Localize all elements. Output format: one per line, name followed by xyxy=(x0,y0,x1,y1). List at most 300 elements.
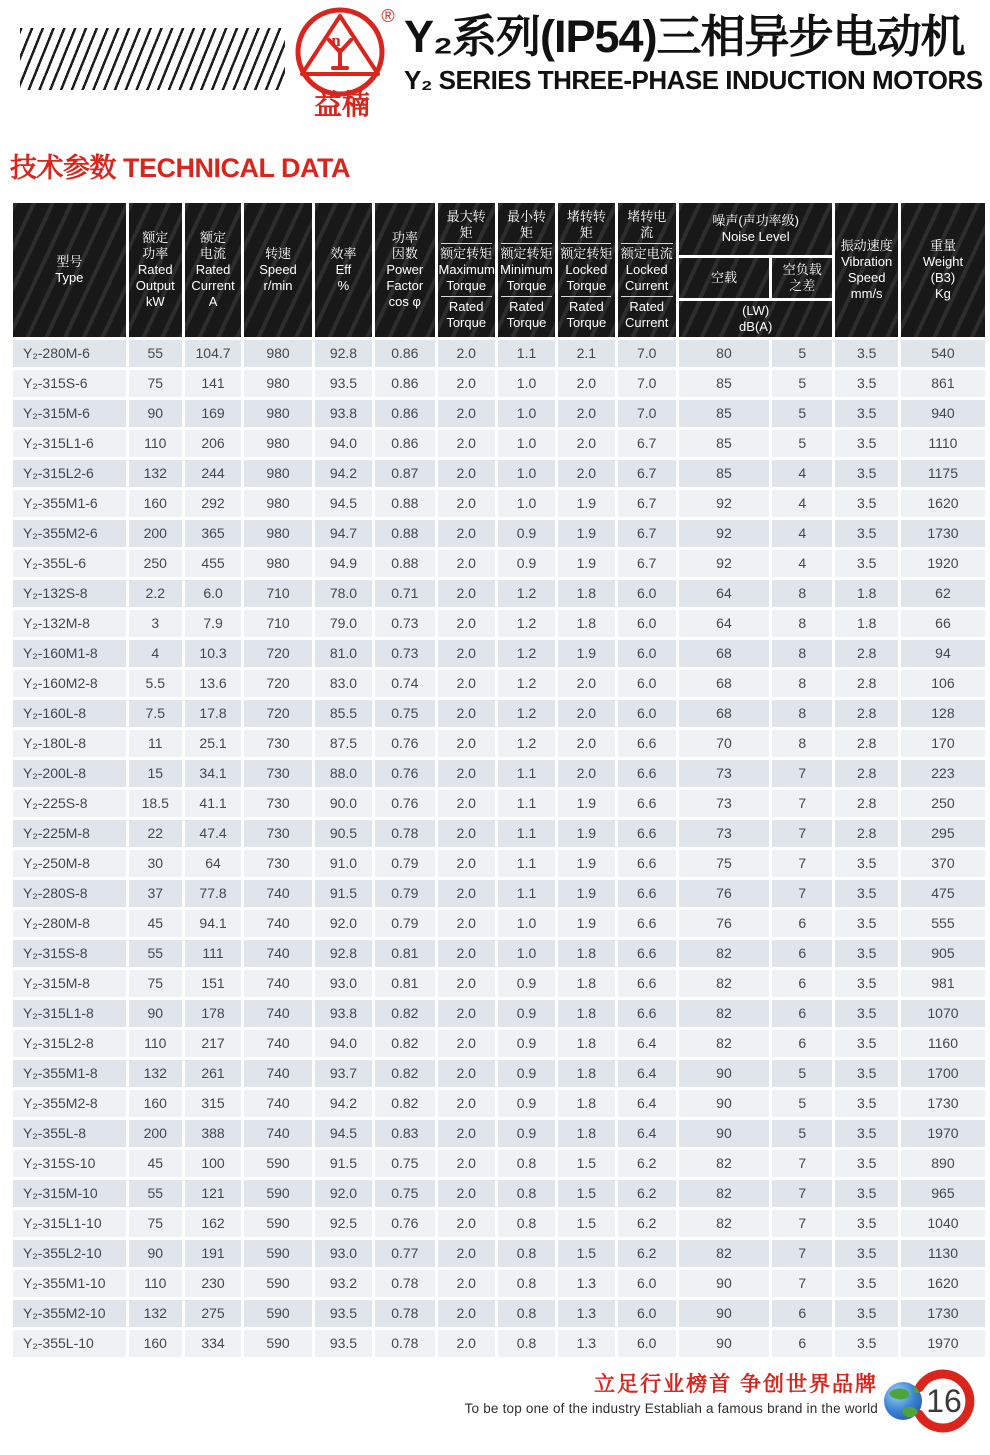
value-cell: 170 xyxy=(901,730,985,757)
value-cell: 66 xyxy=(901,610,985,637)
value-cell: 90 xyxy=(679,1330,769,1357)
value-cell: 0.9 xyxy=(498,520,555,547)
model-type-cell: Y₂-315M-10 xyxy=(13,1180,126,1207)
value-cell: 94.5 xyxy=(315,1120,372,1147)
value-cell: 6 xyxy=(772,1330,832,1357)
value-cell: 1.8 xyxy=(558,610,614,637)
value-cell: 2.0 xyxy=(438,1090,495,1117)
value-cell: 7 xyxy=(772,820,832,847)
model-type-cell: Y₂-355L-8 xyxy=(13,1120,126,1147)
model-type-cell: Y₂-355M1-6 xyxy=(13,490,126,517)
value-cell: 2.0 xyxy=(438,1300,495,1327)
value-cell: 0.88 xyxy=(375,520,434,547)
value-cell: 15 xyxy=(129,760,182,787)
value-cell: 2.0 xyxy=(438,340,495,367)
value-cell: 82 xyxy=(679,970,769,997)
value-cell: 980 xyxy=(244,460,312,487)
value-cell: 94 xyxy=(901,640,985,667)
table-row xyxy=(13,760,985,787)
model-type-cell: Y₂-280M-6 xyxy=(13,340,126,367)
value-cell: 1.8 xyxy=(558,580,614,607)
value-cell: 4 xyxy=(772,520,832,547)
value-cell: 100 xyxy=(185,1150,241,1177)
value-cell: 0.9 xyxy=(498,1120,555,1147)
model-type-cell: Y₂-280S-8 xyxy=(13,880,126,907)
table-header xyxy=(13,203,985,337)
table-row xyxy=(13,490,985,517)
value-cell: 41.1 xyxy=(185,790,241,817)
model-type-cell: Y₂-355M2-8 xyxy=(13,1090,126,1117)
value-cell: 3.5 xyxy=(835,940,897,967)
value-cell: 3.5 xyxy=(835,850,897,877)
value-cell: 94.0 xyxy=(315,1030,372,1057)
value-cell: 1.3 xyxy=(558,1300,614,1327)
value-cell: 0.73 xyxy=(375,610,434,637)
value-cell: 7.0 xyxy=(618,370,676,397)
value-cell: 6 xyxy=(772,910,832,937)
value-cell: 2.0 xyxy=(438,370,495,397)
value-cell: 68 xyxy=(679,670,769,697)
value-cell: 93.8 xyxy=(315,1000,372,1027)
value-cell: 178 xyxy=(185,1000,241,1027)
value-cell: 1.0 xyxy=(498,490,555,517)
page-header xyxy=(404,12,984,96)
value-cell: 1.9 xyxy=(558,850,614,877)
footer-slogan-en: To be top one of the industry Establiah a famous brand in the world xyxy=(464,1401,878,1416)
value-cell: 3.5 xyxy=(835,400,897,427)
value-cell: 980 xyxy=(244,490,312,517)
value-cell: 710 xyxy=(244,610,312,637)
value-cell: 455 xyxy=(185,550,241,577)
value-cell: 6.6 xyxy=(618,910,676,937)
table-row xyxy=(13,1000,985,1027)
value-cell: 275 xyxy=(185,1300,241,1327)
value-cell: 740 xyxy=(244,880,312,907)
value-cell: 94.1 xyxy=(185,910,241,937)
value-cell: 1.5 xyxy=(558,1180,614,1207)
value-cell: 191 xyxy=(185,1240,241,1267)
value-cell: 82 xyxy=(679,1150,769,1177)
value-cell: 90 xyxy=(679,1120,769,1147)
value-cell: 2.8 xyxy=(835,670,897,697)
footer xyxy=(465,1368,878,1416)
value-cell: 1620 xyxy=(901,490,985,517)
col-header-power-factor: 功率 因数 Power Factor cos φ xyxy=(375,203,434,337)
model-type-cell: Y₂-315S-8 xyxy=(13,940,126,967)
value-cell: 1.3 xyxy=(558,1270,614,1297)
value-cell: 261 xyxy=(185,1060,241,1087)
value-cell: 217 xyxy=(185,1030,241,1057)
value-cell: 6.4 xyxy=(618,1090,676,1117)
value-cell: 1.0 xyxy=(498,430,555,457)
value-cell: 1.0 xyxy=(498,910,555,937)
value-cell: 1.0 xyxy=(498,460,555,487)
value-cell: 93.0 xyxy=(315,970,372,997)
value-cell: 292 xyxy=(185,490,241,517)
value-cell: 82 xyxy=(679,1180,769,1207)
model-type-cell: Y₂-180L-8 xyxy=(13,730,126,757)
value-cell: 720 xyxy=(244,700,312,727)
value-cell: 730 xyxy=(244,730,312,757)
value-cell: 3.5 xyxy=(835,1330,897,1357)
model-type-cell: Y₂-315L1-10 xyxy=(13,1210,126,1237)
value-cell: 3.5 xyxy=(835,1240,897,1267)
value-cell: 720 xyxy=(244,670,312,697)
model-type-cell: Y₂-355L-6 xyxy=(13,550,126,577)
value-cell: 250 xyxy=(129,550,182,577)
value-cell: 81.0 xyxy=(315,640,372,667)
value-cell: 3.5 xyxy=(835,1270,897,1297)
model-type-cell: Y₂-160M1-8 xyxy=(13,640,126,667)
value-cell: 1.8 xyxy=(835,610,897,637)
value-cell: 11 xyxy=(129,730,182,757)
value-cell: 1.0 xyxy=(498,370,555,397)
value-cell: 0.9 xyxy=(498,550,555,577)
value-cell: 244 xyxy=(185,460,241,487)
value-cell: 3.5 xyxy=(835,1210,897,1237)
value-cell: 2.0 xyxy=(558,730,614,757)
value-cell: 3.5 xyxy=(835,1060,897,1087)
model-type-cell: Y₂-160L-8 xyxy=(13,700,126,727)
value-cell: 206 xyxy=(185,430,241,457)
value-cell: 3.5 xyxy=(835,1000,897,1027)
value-cell: 68 xyxy=(679,700,769,727)
value-cell: 0.78 xyxy=(375,1270,434,1297)
col-header-noise-unit: (LW) dB(A) xyxy=(679,301,833,337)
value-cell: 7 xyxy=(772,1150,832,1177)
value-cell: 8 xyxy=(772,670,832,697)
value-cell: 1920 xyxy=(901,550,985,577)
value-cell: 0.9 xyxy=(498,1030,555,1057)
value-cell: 590 xyxy=(244,1300,312,1327)
value-cell: 6 xyxy=(772,1000,832,1027)
col-header-speed: 转速 Speed r/min xyxy=(244,203,312,337)
value-cell: 110 xyxy=(129,1030,182,1057)
value-cell: 94.7 xyxy=(315,520,372,547)
value-cell: 76 xyxy=(679,910,769,937)
page-number: 16 xyxy=(926,1383,962,1419)
value-cell: 73 xyxy=(679,760,769,787)
value-cell: 7 xyxy=(772,850,832,877)
value-cell: 3.5 xyxy=(835,1180,897,1207)
value-cell: 2.0 xyxy=(438,880,495,907)
value-cell: 76 xyxy=(679,880,769,907)
table-row xyxy=(13,880,985,907)
value-cell: 6.0 xyxy=(618,640,676,667)
value-cell: 92 xyxy=(679,490,769,517)
model-type-cell: Y₂-315L2-6 xyxy=(13,460,126,487)
table-row xyxy=(13,370,985,397)
value-cell: 1700 xyxy=(901,1060,985,1087)
value-cell: 92.0 xyxy=(315,910,372,937)
value-cell: 3.5 xyxy=(835,1030,897,1057)
value-cell: 1.5 xyxy=(558,1150,614,1177)
value-cell: 91.0 xyxy=(315,850,372,877)
value-cell: 590 xyxy=(244,1180,312,1207)
col-header-type: 型号 Type xyxy=(13,203,126,337)
value-cell: 8 xyxy=(772,700,832,727)
value-cell: 2.8 xyxy=(835,640,897,667)
value-cell: 5 xyxy=(772,430,832,457)
value-cell: 200 xyxy=(129,1120,182,1147)
value-cell: 250 xyxy=(901,790,985,817)
value-cell: 905 xyxy=(901,940,985,967)
value-cell: 730 xyxy=(244,820,312,847)
value-cell: 0.76 xyxy=(375,790,434,817)
value-cell: 6.6 xyxy=(618,730,676,757)
value-cell: 0.78 xyxy=(375,1330,434,1357)
model-type-cell: Y₂-315L1-6 xyxy=(13,430,126,457)
value-cell: 6.4 xyxy=(618,1030,676,1057)
brand-logo xyxy=(292,4,398,124)
value-cell: 2.0 xyxy=(438,1270,495,1297)
value-cell: 6.7 xyxy=(618,520,676,547)
value-cell: 1.1 xyxy=(498,850,555,877)
value-cell: 0.76 xyxy=(375,730,434,757)
model-type-cell: Y₂-315L1-8 xyxy=(13,1000,126,1027)
table-row xyxy=(13,1240,985,1267)
value-cell: 0.81 xyxy=(375,940,434,967)
value-cell: 730 xyxy=(244,790,312,817)
value-cell: 106 xyxy=(901,670,985,697)
value-cell: 5 xyxy=(772,400,832,427)
col-header-noise: 噪声(声功率级) Noise Level xyxy=(679,203,833,255)
value-cell: 6 xyxy=(772,1030,832,1057)
value-cell: 2.0 xyxy=(438,1150,495,1177)
value-cell: 90 xyxy=(679,1300,769,1327)
value-cell: 3.5 xyxy=(835,970,897,997)
value-cell: 4 xyxy=(772,460,832,487)
value-cell: 1730 xyxy=(901,1300,985,1327)
value-cell: 55 xyxy=(129,340,182,367)
value-cell: 2.8 xyxy=(835,790,897,817)
value-cell: 1.9 xyxy=(558,820,614,847)
value-cell: 2.0 xyxy=(438,580,495,607)
value-cell: 91.5 xyxy=(315,1150,372,1177)
value-cell: 6.6 xyxy=(618,970,676,997)
value-cell: 1.0 xyxy=(498,940,555,967)
value-cell: 85 xyxy=(679,430,769,457)
value-cell: 2.0 xyxy=(438,760,495,787)
value-cell: 73 xyxy=(679,820,769,847)
value-cell: 1.1 xyxy=(498,790,555,817)
value-cell: 0.78 xyxy=(375,820,434,847)
value-cell: 92 xyxy=(679,550,769,577)
value-cell: 6.6 xyxy=(618,760,676,787)
value-cell: 2.0 xyxy=(438,490,495,517)
value-cell: 0.88 xyxy=(375,550,434,577)
value-cell: 18.5 xyxy=(129,790,182,817)
value-cell: 92.8 xyxy=(315,940,372,967)
value-cell: 6.6 xyxy=(618,1000,676,1027)
value-cell: 740 xyxy=(244,940,312,967)
value-cell: 90.5 xyxy=(315,820,372,847)
value-cell: 6 xyxy=(772,970,832,997)
table-row xyxy=(13,1120,985,1147)
value-cell: 0.82 xyxy=(375,1000,434,1027)
value-cell: 590 xyxy=(244,1150,312,1177)
value-cell: 6.7 xyxy=(618,550,676,577)
table-row xyxy=(13,670,985,697)
value-cell: 62 xyxy=(901,580,985,607)
value-cell: 10.3 xyxy=(185,640,241,667)
value-cell: 0.71 xyxy=(375,580,434,607)
value-cell: 861 xyxy=(901,370,985,397)
value-cell: 85 xyxy=(679,370,769,397)
value-cell: 0.82 xyxy=(375,1090,434,1117)
value-cell: 0.82 xyxy=(375,1030,434,1057)
col-header-locked-torque: 堵转转矩 额定转矩 Locked Torque Rated Torque xyxy=(558,203,614,337)
value-cell: 0.9 xyxy=(498,1090,555,1117)
table-row xyxy=(13,640,985,667)
value-cell: 1.9 xyxy=(558,790,614,817)
value-cell: 223 xyxy=(901,760,985,787)
value-cell: 2.0 xyxy=(558,430,614,457)
value-cell: 1.8 xyxy=(558,970,614,997)
value-cell: 475 xyxy=(901,880,985,907)
value-cell: 1.1 xyxy=(498,760,555,787)
value-cell: 4 xyxy=(129,640,182,667)
value-cell: 2.0 xyxy=(438,700,495,727)
technical-data-table xyxy=(10,200,988,1360)
value-cell: 25.1 xyxy=(185,730,241,757)
value-cell: 1160 xyxy=(901,1030,985,1057)
model-type-cell: Y₂-315M-6 xyxy=(13,400,126,427)
value-cell: 1.8 xyxy=(558,1000,614,1027)
value-cell: 1.2 xyxy=(498,670,555,697)
value-cell: 93.5 xyxy=(315,1330,372,1357)
value-cell: 1.8 xyxy=(558,1030,614,1057)
value-cell: 3 xyxy=(129,610,182,637)
model-type-cell: Y₂-315M-8 xyxy=(13,970,126,997)
model-type-cell: Y₂-200L-8 xyxy=(13,760,126,787)
value-cell: 8 xyxy=(772,580,832,607)
table-row xyxy=(13,580,985,607)
value-cell: 169 xyxy=(185,400,241,427)
value-cell: 940 xyxy=(901,400,985,427)
value-cell: 92.8 xyxy=(315,340,372,367)
value-cell: 77.8 xyxy=(185,880,241,907)
value-cell: 1.2 xyxy=(498,640,555,667)
logo-brand-text: 益楠 xyxy=(313,89,371,120)
table-row xyxy=(13,1210,985,1237)
value-cell: 540 xyxy=(901,340,985,367)
value-cell: 1.5 xyxy=(558,1240,614,1267)
col-header-vibration: 振动速度 Vibration Speed mm/s xyxy=(835,203,897,337)
value-cell: 6.4 xyxy=(618,1120,676,1147)
value-cell: 0.79 xyxy=(375,880,434,907)
value-cell: 2.0 xyxy=(558,400,614,427)
value-cell: 6 xyxy=(772,1300,832,1327)
value-cell: 365 xyxy=(185,520,241,547)
value-cell: 111 xyxy=(185,940,241,967)
value-cell: 980 xyxy=(244,430,312,457)
value-cell: 8 xyxy=(772,610,832,637)
value-cell: 740 xyxy=(244,1030,312,1057)
value-cell: 90.0 xyxy=(315,790,372,817)
value-cell: 0.83 xyxy=(375,1120,434,1147)
value-cell: 1.8 xyxy=(835,580,897,607)
value-cell: 1970 xyxy=(901,1330,985,1357)
value-cell: 0.9 xyxy=(498,1000,555,1027)
value-cell: 590 xyxy=(244,1240,312,1267)
value-cell: 6.0 xyxy=(618,1270,676,1297)
value-cell: 1.8 xyxy=(558,1090,614,1117)
value-cell: 90 xyxy=(129,400,182,427)
value-cell: 0.75 xyxy=(375,700,434,727)
table-row xyxy=(13,550,985,577)
value-cell: 7.9 xyxy=(185,610,241,637)
value-cell: 110 xyxy=(129,1270,182,1297)
value-cell: 2.0 xyxy=(438,1240,495,1267)
value-cell: 6.6 xyxy=(618,940,676,967)
value-cell: 740 xyxy=(244,910,312,937)
value-cell: 2.0 xyxy=(438,670,495,697)
value-cell: 1.8 xyxy=(558,1120,614,1147)
value-cell: 2.0 xyxy=(438,640,495,667)
value-cell: 1.1 xyxy=(498,880,555,907)
value-cell: 68 xyxy=(679,640,769,667)
table-row xyxy=(13,520,985,547)
value-cell: 1.1 xyxy=(498,340,555,367)
value-cell: 0.86 xyxy=(375,430,434,457)
footer-slogan-cn: 立足行业榜首 争创世界品牌 xyxy=(594,1373,878,1396)
value-cell: 151 xyxy=(185,970,241,997)
table-row xyxy=(13,1270,985,1297)
value-cell: 45 xyxy=(129,1150,182,1177)
value-cell: 0.86 xyxy=(375,370,434,397)
value-cell: 128 xyxy=(901,700,985,727)
value-cell: 6.6 xyxy=(618,790,676,817)
value-cell: 4 xyxy=(772,490,832,517)
value-cell: 3.5 xyxy=(835,910,897,937)
value-cell: 0.82 xyxy=(375,1060,434,1087)
value-cell: 1.2 xyxy=(498,610,555,637)
value-cell: 3.5 xyxy=(835,880,897,907)
table-row xyxy=(13,970,985,997)
model-type-cell: Y₂-315S-10 xyxy=(13,1150,126,1177)
value-cell: 740 xyxy=(244,970,312,997)
table-row xyxy=(13,850,985,877)
value-cell: 75 xyxy=(679,850,769,877)
value-cell: 2.8 xyxy=(835,730,897,757)
model-type-cell: Y₂-225S-8 xyxy=(13,790,126,817)
table-row xyxy=(13,700,985,727)
table-row xyxy=(13,460,985,487)
value-cell: 6.6 xyxy=(618,880,676,907)
value-cell: 93.7 xyxy=(315,1060,372,1087)
value-cell: 7 xyxy=(772,1180,832,1207)
value-cell: 555 xyxy=(901,910,985,937)
value-cell: 2.0 xyxy=(558,760,614,787)
value-cell: 90 xyxy=(679,1060,769,1087)
value-cell: 980 xyxy=(244,520,312,547)
value-cell: 0.9 xyxy=(498,1060,555,1087)
model-type-cell: Y₂-355L-10 xyxy=(13,1330,126,1357)
value-cell: 90 xyxy=(679,1090,769,1117)
value-cell: 55 xyxy=(129,1180,182,1207)
value-cell: 2.0 xyxy=(438,400,495,427)
value-cell: 740 xyxy=(244,1090,312,1117)
value-cell: 1.9 xyxy=(558,910,614,937)
value-cell: 93.8 xyxy=(315,400,372,427)
value-cell: 91.5 xyxy=(315,880,372,907)
value-cell: 590 xyxy=(244,1210,312,1237)
value-cell: 82 xyxy=(679,1210,769,1237)
value-cell: 2.0 xyxy=(438,520,495,547)
value-cell: 5 xyxy=(772,1090,832,1117)
value-cell: 121 xyxy=(185,1180,241,1207)
